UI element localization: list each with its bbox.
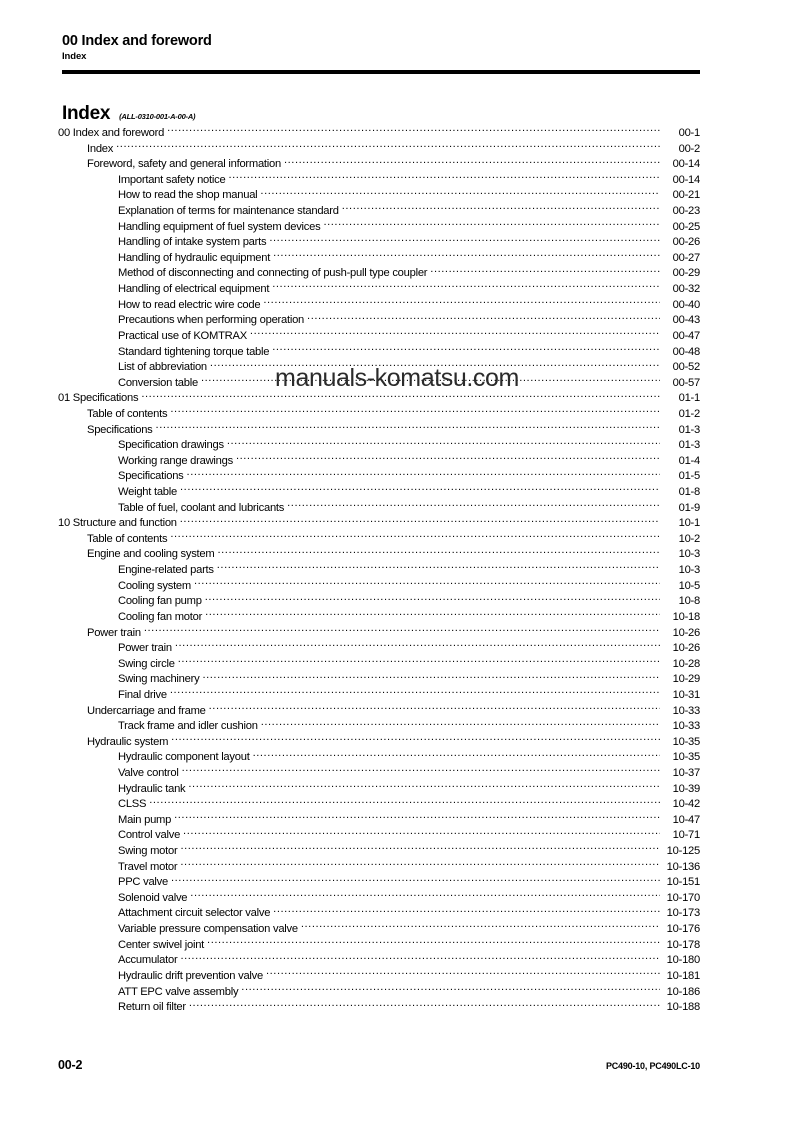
toc-entry-label: Engine and cooling system	[87, 548, 215, 561]
toc-entry-page-number: 10-33	[672, 704, 700, 717]
toc-entry-label: 00 Index and foreword	[58, 127, 165, 139]
toc-entry[interactable]	[58, 531, 700, 547]
toc-entry[interactable]	[58, 890, 700, 906]
toc-entry-page-number: 10-26	[672, 626, 700, 639]
toc-entry-page-number: 10-35	[672, 751, 700, 764]
toc-entry-page-number: 10-39	[672, 782, 700, 795]
toc-entry-label: Method of disconnecting and connecting of push-pull type coupler	[118, 267, 428, 280]
toc-entry-label: Hydraulic component layout	[118, 751, 250, 764]
toc-entry-page-number: 10-2	[678, 532, 700, 545]
page-title	[62, 103, 195, 125]
toc-entry-label: Table of contents	[87, 532, 168, 545]
toc-entry[interactable]	[58, 874, 700, 890]
toc-entry[interactable]	[58, 718, 700, 734]
toc-entry-page-number: 10-29	[672, 673, 700, 686]
toc-entry[interactable]	[58, 578, 700, 594]
toc-leader-dots	[180, 484, 660, 495]
toc-leader-dots	[149, 796, 660, 807]
toc-leader-dots	[205, 609, 660, 620]
toc-leader-dots	[171, 734, 660, 745]
toc-leader-dots	[167, 125, 660, 136]
page-title-text: Index	[62, 103, 111, 124]
toc-entry-page-number: 01-2	[678, 407, 700, 420]
toc-leader-dots	[207, 937, 660, 948]
toc-entry-page-number: 10-33	[672, 720, 700, 733]
toc-entry-page-number: 10-18	[672, 610, 700, 623]
toc-entry-page-number: 10-3	[678, 548, 700, 561]
footer-model-designation: PC490-10, PC490LC-10	[605, 1061, 700, 1071]
toc-entry-page-number: 00-32	[672, 283, 700, 296]
toc-entry-label: Undercarriage and frame	[87, 704, 206, 717]
toc-entry-page-number: 10-186	[666, 985, 700, 998]
toc-entry-page-number: 00-47	[672, 329, 700, 342]
toc-leader-dots	[188, 781, 660, 792]
toc-entry-label: PPC valve	[118, 876, 168, 889]
toc-entry[interactable]	[58, 359, 700, 375]
toc-leader-dots	[201, 375, 660, 386]
toc-entry[interactable]	[58, 312, 700, 328]
toc-entry[interactable]	[58, 781, 700, 797]
toc-leader-dots	[273, 250, 660, 261]
toc-leader-dots	[174, 812, 660, 823]
toc-entry-page-number: 00-2	[678, 142, 700, 155]
toc-entry-label: Track frame and idler cushion	[118, 720, 258, 733]
toc-entry-label: Explanation of terms for maintenance standard	[118, 205, 339, 218]
toc-entry[interactable]	[58, 687, 700, 703]
toc-leader-dots	[170, 406, 660, 417]
toc-entry-page-number: 00-27	[672, 251, 700, 264]
toc-entry[interactable]	[58, 422, 700, 438]
toc-entry-label: Power train	[118, 642, 172, 655]
toc-entry-page-number: 10-1	[678, 517, 700, 530]
toc-leader-dots	[266, 968, 660, 979]
toc-entry-label: Hydraulic system	[87, 735, 169, 748]
toc-entry[interactable]	[58, 250, 700, 266]
toc-leader-dots	[170, 687, 660, 698]
toc-entry-label: Swing circle	[118, 657, 175, 670]
toc-entry-page-number: 10-151	[666, 876, 700, 889]
toc-entry[interactable]	[58, 734, 700, 750]
toc-leader-dots	[180, 952, 660, 963]
toc-leader-dots	[209, 703, 660, 714]
toc-leader-dots	[210, 359, 660, 370]
toc-entry-label: Final drive	[118, 688, 167, 701]
toc-entry-page-number: 10-26	[672, 642, 700, 655]
toc-leader-dots	[260, 187, 660, 198]
toc-leader-dots	[217, 546, 660, 557]
toc-entry[interactable]	[58, 749, 700, 765]
toc-entry-page-number: 00-26	[672, 236, 700, 249]
toc-entry-page-number: 10-71	[672, 829, 700, 842]
toc-entry-page-number: 10-178	[666, 938, 700, 951]
toc-leader-dots	[272, 281, 660, 292]
toc-entry[interactable]	[58, 625, 700, 641]
toc-entry-label: Control valve	[118, 829, 181, 842]
toc-entry[interactable]	[58, 297, 700, 313]
toc-entry-label: Important safety notice	[118, 173, 226, 186]
toc-entry-label: 10 Structure and function	[58, 517, 177, 530]
toc-entry-label: Main pump	[118, 813, 172, 826]
toc-leader-dots	[269, 234, 660, 245]
toc-entry[interactable]	[58, 344, 700, 360]
toc-entry-label: Valve control	[118, 766, 179, 779]
toc-entry-page-number: 01-8	[678, 486, 700, 499]
toc-entry-page-number: 10-173	[666, 907, 700, 920]
toc-entry-page-number: 00-21	[672, 189, 700, 202]
toc-entry-page-number: 10-136	[666, 860, 700, 873]
toc-leader-dots	[170, 531, 660, 542]
toc-entry[interactable]	[58, 437, 700, 453]
toc-leader-dots	[144, 625, 660, 636]
toc-leader-dots	[178, 656, 660, 667]
toc-entry[interactable]	[58, 265, 700, 281]
toc-entry-page-number: 01-5	[678, 470, 700, 483]
toc-entry[interactable]	[58, 484, 700, 500]
toc-leader-dots	[217, 562, 660, 573]
header-divider-rule	[62, 70, 700, 74]
toc-leader-dots	[307, 312, 660, 323]
toc-entry-page-number: 01-4	[678, 454, 700, 467]
toc-entry[interactable]	[58, 703, 700, 719]
toc-leader-dots	[156, 422, 660, 433]
toc-leader-dots	[236, 453, 660, 464]
toc-entry-page-number: 10-42	[672, 798, 700, 811]
toc-leader-dots	[323, 219, 660, 230]
toc-entry[interactable]	[58, 515, 700, 531]
toc-entry-label: Foreword, safety and general information	[87, 158, 281, 171]
toc-entry[interactable]	[58, 984, 700, 1000]
toc-entry-label: Weight table	[118, 486, 177, 499]
toc-leader-dots	[250, 328, 660, 339]
toc-entry[interactable]	[58, 656, 700, 672]
toc-entry[interactable]	[58, 172, 700, 188]
toc-entry-page-number: 10-176	[666, 923, 700, 936]
toc-entry[interactable]	[58, 640, 700, 656]
toc-entry[interactable]	[58, 562, 700, 578]
toc-entry-label: Attachment circuit selector valve	[118, 907, 271, 920]
toc-entry-label: CLSS	[118, 798, 147, 811]
toc-leader-dots	[182, 765, 660, 776]
toc-entry-page-number: 10-188	[666, 1001, 700, 1014]
toc-entry[interactable]	[58, 500, 700, 516]
toc-entry-label: Cooling fan pump	[118, 595, 202, 608]
toc-entry-label: Travel motor	[118, 860, 178, 873]
toc-entry-label: Cooling fan motor	[118, 610, 203, 623]
toc-leader-dots	[227, 437, 660, 448]
toc-entry-page-number: 10-125	[666, 845, 700, 858]
toc-entry-label: Index	[87, 142, 114, 155]
toc-leader-dots	[241, 984, 660, 995]
toc-entry-label: List of abbreviation	[118, 361, 207, 374]
toc-leader-dots	[116, 141, 660, 152]
toc-entry-label: Precautions when performing operation	[118, 314, 305, 327]
toc-leader-dots	[180, 859, 660, 870]
toc-leader-dots	[284, 156, 660, 167]
toc-entry[interactable]	[58, 234, 700, 250]
toc-entry-page-number: 00-23	[672, 205, 700, 218]
toc-entry-label: Handling of hydraulic equipment	[118, 251, 271, 264]
toc-leader-dots	[202, 671, 660, 682]
toc-leader-dots	[194, 578, 660, 589]
table-of-contents	[58, 125, 700, 1015]
toc-entry[interactable]	[58, 125, 700, 141]
toc-entry[interactable]	[58, 812, 700, 828]
toc-entry-label: Practical use of KOMTRAX	[118, 329, 247, 342]
toc-leader-dots	[189, 999, 660, 1010]
header-section-subtitle: Index	[62, 50, 87, 62]
toc-entry-label: Swing machinery	[118, 673, 200, 686]
toc-entry-label: ATT EPC valve assembly	[118, 985, 239, 998]
toc-entry[interactable]	[58, 609, 700, 625]
toc-entry-label: Return oil filter	[118, 1001, 186, 1014]
toc-entry-label: Cooling system	[118, 579, 191, 592]
toc-leader-dots	[263, 297, 660, 308]
toc-entry-page-number: 10-35	[672, 735, 700, 748]
toc-entry[interactable]	[58, 406, 700, 422]
toc-entry-page-number: 10-5	[678, 579, 700, 592]
toc-entry[interactable]	[58, 328, 700, 344]
toc-entry[interactable]	[58, 937, 700, 953]
toc-entry-label: 01 Specifications	[58, 392, 139, 405]
toc-leader-dots	[180, 515, 660, 526]
toc-leader-dots	[190, 890, 660, 901]
toc-entry[interactable]	[58, 375, 700, 391]
toc-entry[interactable]	[58, 765, 700, 781]
toc-entry-label: Specification drawings	[118, 439, 224, 452]
toc-entry-label: Handling equipment of fuel system devices	[118, 220, 321, 233]
toc-entry[interactable]	[58, 281, 700, 297]
toc-entry-label: Handling of electrical equipment	[118, 283, 270, 296]
toc-entry-label: Variable pressure compensation valve	[118, 923, 298, 936]
toc-entry[interactable]	[58, 921, 700, 937]
toc-entry-page-number: 00-25	[672, 220, 700, 233]
toc-entry[interactable]	[58, 827, 700, 843]
toc-entry-page-number: 10-180	[666, 954, 700, 967]
toc-entry-label: Working range drawings	[118, 454, 233, 467]
toc-entry[interactable]	[58, 671, 700, 687]
toc-entry-page-number: 10-37	[672, 766, 700, 779]
toc-leader-dots	[273, 905, 660, 916]
toc-leader-dots	[301, 921, 660, 932]
toc-entry[interactable]	[58, 859, 700, 875]
toc-entry-page-number: 00-52	[672, 361, 700, 374]
toc-entry-label: Table of contents	[87, 407, 168, 420]
toc-entry[interactable]	[58, 468, 700, 484]
toc-entry[interactable]	[58, 999, 700, 1015]
toc-entry-label: Solenoid valve	[118, 891, 188, 904]
toc-entry-label: Handling of intake system parts	[118, 236, 267, 249]
toc-entry-label: How to read electric wire code	[118, 298, 261, 311]
toc-leader-dots	[171, 874, 660, 885]
running-header	[62, 33, 700, 63]
toc-entry-page-number: 00-29	[672, 267, 700, 280]
toc-entry-page-number: 00-43	[672, 314, 700, 327]
toc-entry[interactable]	[58, 843, 700, 859]
watermark: manuals-komatsu.com	[275, 364, 519, 392]
toc-leader-dots	[261, 718, 660, 729]
footer-page-number: 00-2	[58, 1058, 83, 1072]
toc-entry-page-number: 10-181	[666, 969, 700, 982]
toc-entry-page-number: 00-1	[678, 127, 700, 139]
toc-entry-label: Hydraulic tank	[118, 782, 186, 795]
toc-entry-label: Hydraulic drift prevention valve	[118, 969, 263, 982]
toc-entry-page-number: 01-3	[678, 439, 700, 452]
toc-entry-label: Conversion table	[118, 376, 198, 389]
toc-entry[interactable]	[58, 187, 700, 203]
toc-leader-dots	[183, 827, 660, 838]
toc-entry-page-number: 01-3	[678, 423, 700, 436]
toc-entry[interactable]	[58, 593, 700, 609]
toc-entry-label: How to read the shop manual	[118, 189, 258, 202]
toc-entry-page-number: 00-14	[672, 173, 700, 186]
toc-entry-page-number: 00-48	[672, 345, 700, 358]
toc-entry-page-number: 00-57	[672, 376, 700, 389]
toc-leader-dots	[272, 344, 660, 355]
toc-entry-page-number: 10-28	[672, 657, 700, 670]
toc-entry-label: Accumulator	[118, 954, 178, 967]
toc-entry[interactable]	[58, 141, 700, 157]
toc-leader-dots	[287, 500, 660, 511]
toc-leader-dots	[205, 593, 660, 604]
toc-entry-label: Specifications	[118, 470, 184, 483]
toc-entry-label: Table of fuel, coolant and lubricants	[118, 501, 285, 514]
toc-entry-page-number: 10-170	[666, 891, 700, 904]
header-section-title: 00 Index and foreword	[62, 33, 212, 49]
toc-entry[interactable]	[58, 453, 700, 469]
toc-entry[interactable]	[58, 390, 700, 406]
toc-entry[interactable]	[58, 219, 700, 235]
toc-entry-label: Swing motor	[118, 845, 178, 858]
toc-entry[interactable]	[58, 156, 700, 172]
toc-leader-dots	[228, 172, 660, 183]
toc-entry-page-number: 01-1	[678, 392, 700, 405]
toc-entry-page-number: 10-8	[678, 595, 700, 608]
toc-entry[interactable]	[58, 203, 700, 219]
toc-entry[interactable]	[58, 952, 700, 968]
toc-entry-label: Specifications	[87, 423, 153, 436]
toc-entry-page-number: 00-40	[672, 298, 700, 311]
toc-leader-dots	[141, 390, 660, 401]
toc-entry[interactable]	[58, 905, 700, 921]
toc-entry-label: Power train	[87, 626, 141, 639]
toc-entry-page-number: 00-14	[672, 158, 700, 171]
toc-leader-dots	[175, 640, 660, 651]
toc-leader-dots	[187, 468, 660, 479]
toc-leader-dots	[342, 203, 660, 214]
page-title-document-code: (ALL-0310-001-A-00-A)	[119, 112, 196, 121]
toc-entry-label: Center swivel joint	[118, 938, 205, 951]
toc-entry-page-number: 10-47	[672, 813, 700, 826]
toc-entry-page-number: 01-9	[678, 501, 700, 514]
toc-entry-label: Standard tightening torque table	[118, 345, 270, 358]
toc-entry[interactable]	[58, 968, 700, 984]
toc-entry-page-number: 10-3	[678, 564, 700, 577]
toc-entry-page-number: 10-31	[672, 688, 700, 701]
toc-leader-dots	[180, 843, 660, 854]
toc-leader-dots	[430, 265, 660, 276]
toc-leader-dots	[253, 749, 660, 760]
toc-entry-label: Engine-related parts	[118, 564, 214, 577]
toc-entry[interactable]	[58, 796, 700, 812]
toc-entry[interactable]	[58, 546, 700, 562]
